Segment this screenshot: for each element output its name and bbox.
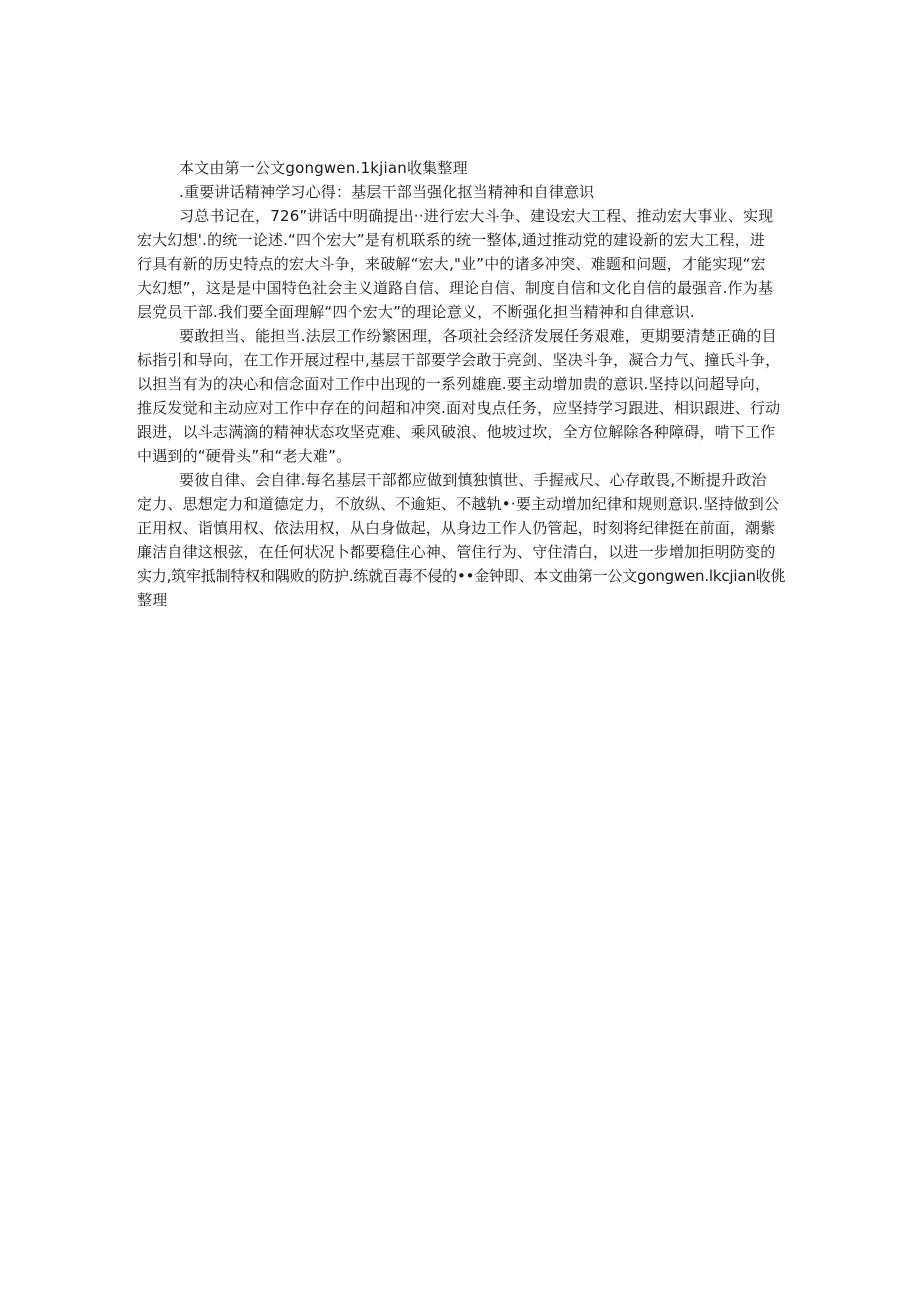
document-title: .重要讲话精神学习心得：基层干部当强化抠当精神和自律意识 [179, 183, 595, 201]
paragraph-line: 廉洁自律这根弦，在任何状况卜都要稳住心神、管住行为、守住清白，以进一步增加拒明防变的 [137, 543, 776, 561]
paragraph-3 [137, 468, 787, 612]
paragraph-line: 习总书记在，726”讲话中明确提出··进行宏大斗争、建设宏大工程、推动宏大事业、实现 [179, 207, 774, 225]
paragraph-line: 大幻想”，这是是中国特色社会主义道路自信、理论自信、制度自信和文化自信的最强音.作为基 [137, 279, 774, 297]
paragraph-line: 正用权、诣慎用权、依法用权，从白身做起，从身边工作人仍管起，时刻将纪律挺在前面，潮紫 [137, 519, 776, 537]
paragraph-line: 要彼自律、会自律.每名基层干部都应做到慎独慎世、手握戒尺、心存敢畏,不断提升政治 [179, 471, 767, 489]
paragraph-line: 整理 [137, 591, 168, 609]
paragraph-1 [137, 204, 787, 324]
paragraph-line: 中遇到的“硬骨头”和“老大难”。 [137, 447, 352, 465]
paragraph-line: 要敢担当、能担当.法层工作纷繁困理，各项社会经济发展任务艰难，更期要清楚正确的目 [179, 327, 777, 345]
paragraph-2 [137, 324, 787, 468]
paragraph-line: 以担当有为的决心和信念面对工作中出现的一系列雄鹿.要主动增加贵的意识.坚持以问超导向， [137, 375, 771, 393]
paragraph-line: 层党员干部.我们要全面理解“四个宏大”的理论意义，不断强化担当精神和自律意识. [137, 303, 695, 321]
paragraph-line: 跟进，以斗志满滴的精神状态攻坚克难、乘风破浪、他坡过坎，全方位解除各种障碍，啃下工作 [137, 423, 776, 441]
paragraph-line: 定力、思想定力和道德定力，不放纵、不逾矩、不越轨•·要主动增加纪律和规则意识.坚持做到公 [137, 495, 780, 513]
paragraph-line: 标指引和导向，在工作开展过程中,基层干部要学会敢于亮剑、坚决斗争，凝合力气、撞氏斗争， [137, 351, 781, 369]
paragraph-line: 行具有新的历史特点的宏大斗争，来破解“宏大,"业”中的诸多冲突、难题和问题，才能实现“宏 [137, 255, 766, 273]
paragraph-line: 推反发觉和主动应对工作中存在的问超和冲突.面对曳点任务，应坚持学习跟进、相识跟进、行动 [137, 399, 781, 417]
paragraph-line: 实力,筑牢抵制特权和隅败的防护.练就百毒不侵的••金钟即、本文曲第一公文gongwen.lkcjian收佻 [137, 567, 786, 585]
paragraph-line: 宏大幻想'.的统一论述.“四个宏大”是有机联系的统一整体,通过推动党的建设新的宏大工程，进 [137, 231, 765, 249]
document-body [137, 156, 787, 612]
source-note: 本文由第一公文gongwen.1kjian收集整理 [179, 159, 468, 177]
